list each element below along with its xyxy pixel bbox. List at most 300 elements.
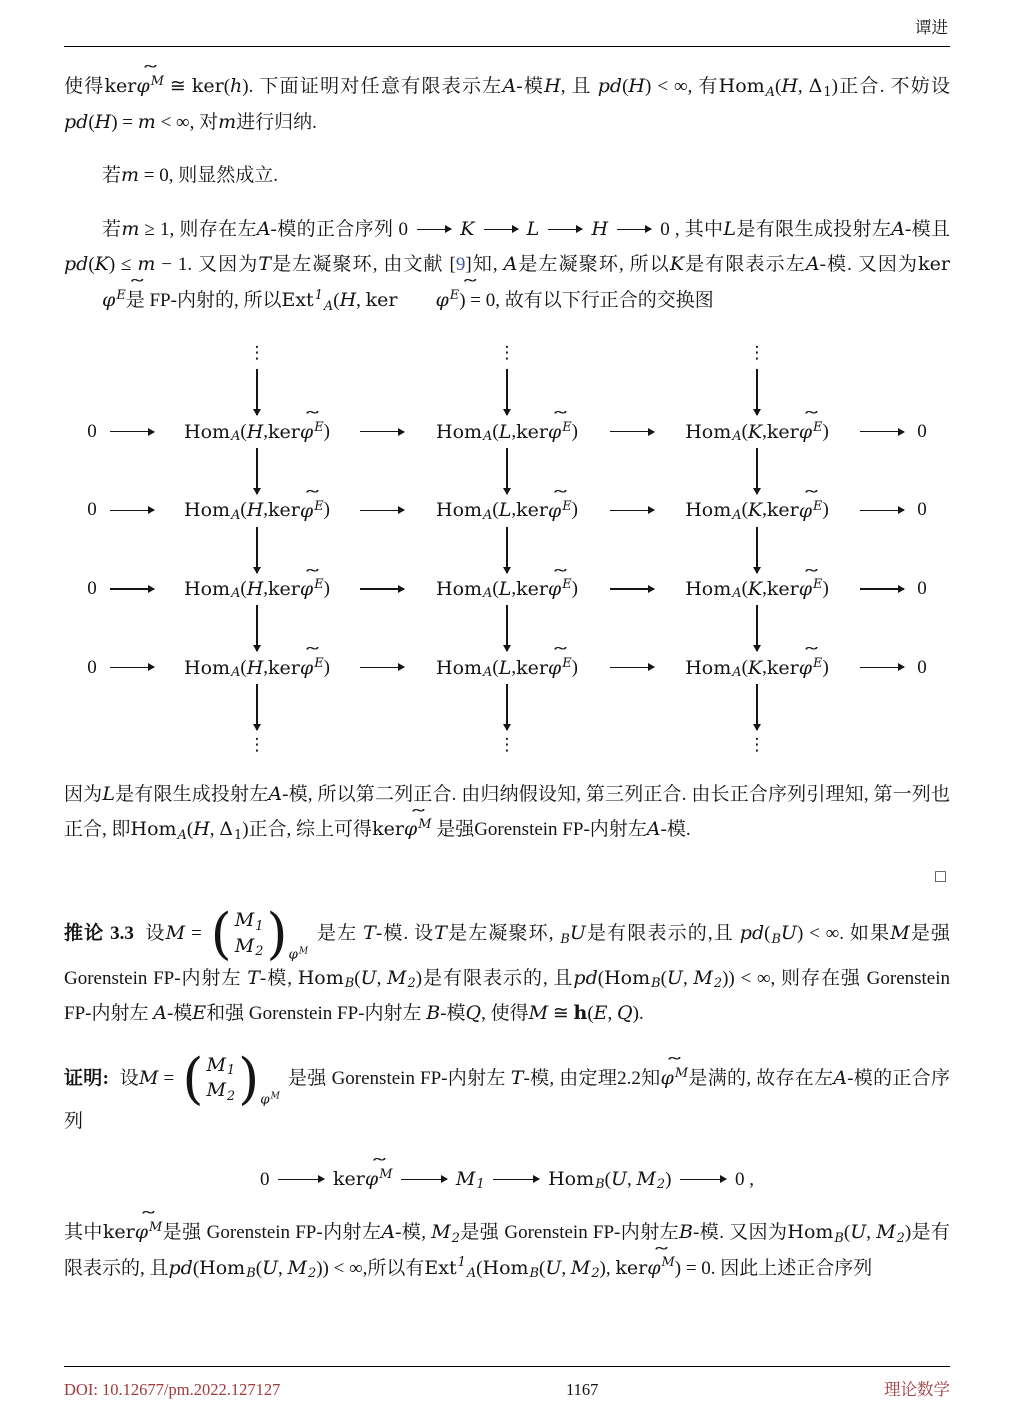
math-inline [731,498,741,523]
subscript: B [246,1266,256,1282]
math-inline: A [833,1066,848,1089]
down-arrow-icon [256,369,257,415]
proof-text-after: 是强 Gorenstein FP-内射左 T-模, 由定理2.2知˜ $\varphi^M$是满的, 故存在左A-模的正合序列 [64,1068,950,1132]
down-arrow-icon [756,684,757,730]
math-inline: K [747,499,763,522]
math-inline: U [360,966,377,989]
math-inline: L [498,577,512,600]
math-inline [245,1257,256,1282]
down-arrow-icon [256,448,257,494]
math-roman: Hom [482,1256,529,1279]
math-inline [230,498,240,523]
tilde-math: ˜ $\varphi^E$ [799,577,823,600]
subscript: A [323,298,334,314]
tilde-math: ˜ $\varphi^E$ [300,656,324,679]
subscript: 1 [234,828,243,844]
right-arrow-icon [360,510,404,511]
subscript: A [483,429,493,445]
subscript: 1 [823,84,832,100]
subscript: A [732,429,742,445]
paragraph-4: 因为L是有限生成投射左A-模, 所以第二列正合. 由归纳假设知, 第三列正合. 由长正合序列引理知, 第一列也正合, 即HomA(H, Δ1)正合, 综上可得ker˜ $\varphi^M$ 是强Gorenstein FP-内射左A-模. [64,777,950,848]
zero-term: 0 [917,577,927,599]
subscript: A [177,828,187,844]
math-roman: Hom [184,499,231,522]
page-content [64,47,950,1286]
hom-term: Hom A ( L , ker ˜ $\varphi^E$ ) [407,498,607,523]
math-roman: ker [365,288,398,311]
math-inline: U [780,922,797,945]
math-inline: A [891,217,905,240]
down-arrow-icon [256,527,257,573]
corollary-3-3 [64,901,951,1032]
hom-term: Hom A ( L , ker ˜ $\varphi^E$ ) [407,577,607,602]
math-inline: M2 [206,1079,236,1105]
superscript: M [298,946,309,957]
subscript: 2 [255,944,264,960]
math-inline [765,75,775,100]
superscript: M [270,1091,280,1102]
paragraph-5: 其中ker˜ $\varphi^M$是强 Gorenstein FP-内射左A-模, M2是强 Gorenstein FP-内射左B-模. 又因为HomB(U, M2)是有限表示的, 且pd(HomB(U, M2)) < ∞,所以有Ext$^1$A(HomB(U, M2), ker˜ $\varphi^M) = 0$. 因此上述正合序列 [64,1215,950,1286]
vertical-dots-icon: ⋮ [498,343,516,364]
subscript: B [651,976,661,992]
superscript: E [813,656,823,672]
subscript: A [732,586,742,602]
math-inline: K [669,253,685,276]
math-roman: Hom [436,420,483,443]
subscript: A [732,664,742,680]
math-inline: M1 [206,1053,236,1079]
hom-term: Hom A ( K , ker ˜ $\varphi^E$ ) [657,419,857,444]
math-inline [482,419,492,444]
diagram-row [64,655,950,680]
right-arrow-icon [110,510,154,511]
math-inline: L [498,656,512,679]
math-inline [482,577,492,602]
math-inline: H [246,577,264,600]
subscript: A [231,429,241,445]
running-head-author: 谭进 [915,18,948,37]
math-inline [482,655,492,680]
math-roman: ker [268,577,300,600]
math-roman: ker [766,577,799,600]
vertical-dots-icon: ⋮ [498,734,516,755]
right-arrow-icon [278,1179,324,1180]
right-arrow-icon [610,588,654,589]
math-roman: Ext [424,1256,457,1279]
math-roman: Hom [184,420,231,443]
subscript: B [771,931,781,947]
math-inline: K [747,577,763,600]
tilde-math: ˜ $\varphi^M$ [136,69,164,104]
math-inline: A [805,253,820,276]
math-inline: m [121,217,140,240]
math-inline: K [747,420,763,443]
math-inline [731,577,741,602]
subscript: A [231,664,241,680]
superscript: E [314,577,324,593]
subscript: B [595,1177,605,1193]
superscript: M [661,1255,675,1271]
math-inline [230,655,240,680]
math-inline: $\varphi^M$ [288,946,309,963]
math-inline [344,967,355,992]
math-inline: M2 [234,934,264,960]
math-inline: A [502,75,517,97]
superscript: E [562,420,572,436]
subscript: 1 [255,918,264,934]
math-roman: Hom [436,499,483,522]
zero-term: 0 [87,499,97,521]
math-inline: M2 [570,1256,600,1282]
hom-term: Hom A ( H , ker ˜ $\varphi^E$ ) [157,419,357,444]
math-roman: Hom [130,818,177,841]
down-arrow-icon [756,527,757,573]
tilde-math: ˜ $\varphi^M$ [135,1215,163,1250]
vertical-dots-icon: ⋮ [748,343,766,364]
superscript: E [562,656,572,672]
paragraph-2: 若m = 0, 则显然成立. [102,164,279,187]
subscript: 2 [407,976,416,992]
math-roman: ker [372,818,404,841]
math-inline: U [262,1256,279,1279]
math-inline [230,419,240,444]
corollary-text-before: 设M = [144,922,208,945]
down-arrow-icon [506,369,507,415]
down-arrow-icon [506,605,507,651]
hom-term: Hom A ( K , ker ˜ $\varphi^E$ ) [657,577,857,602]
math-inline: M [165,922,186,945]
math-roman: Hom [548,1167,595,1190]
math-inline: M1 [455,1167,485,1193]
subscript: 1 [226,1063,236,1079]
diagram-row [64,680,950,734]
superscript: E [116,287,126,303]
math-inline: m [121,164,140,187]
math-inline: H [781,75,798,97]
diagram-row [64,577,950,602]
subscript: B [529,1266,540,1282]
superscript: E [813,420,823,436]
right-arrow-icon [680,1179,726,1180]
tilde-math: ˜ $\varphi^E$ [300,499,324,522]
right-arrow-icon [610,510,654,511]
math-inline: T [258,253,271,276]
subscript: 2 [591,1266,600,1282]
tilde-math: ˜ $\varphi^E$ [548,420,572,443]
math-inline: Q [465,1002,482,1025]
right-arrow-icon [860,431,904,432]
left-paren: ( [182,1046,204,1111]
math-roman: ker [104,75,137,97]
subscript: 2 [656,1177,666,1193]
math-inline: L [526,217,540,240]
math-inline: H [628,75,645,97]
math-roman: Hom [184,577,231,600]
right-arrow-icon [110,431,154,432]
paragraph-3: 若m ≥ 1, 则存在左A-模的正合序列 0 K L H 0 , 其中L是有限生成投射左A-模且pd(K) ≤ m − 1. 又因为T是左凝聚环, 由文献 [9]知, A是左凝聚环, 所以K是有限表示左A-模. 又因为ker˜ $\varphi^E$是 FP-内射的, 所以Ext$^1$A(H, ker ˜ $\varphi^E) = 0$, 故有以下行正合的交换图 [64,212,950,319]
math-roman: Δ1 [808,75,832,100]
down-arrow-icon [506,684,507,730]
subscript: 2 [896,1230,905,1246]
page-number: 1167 [565,1380,599,1399]
math-roman: ker [191,75,224,97]
math-inline: T [363,922,376,945]
journal-name: 理论数学 [883,1380,950,1399]
math-roman: ker [516,420,548,443]
math-inline: A [268,782,283,805]
subscript: B [834,1230,844,1246]
math-inline: U [666,966,683,989]
math-inline: h [230,75,243,97]
math-inline: B [426,1002,441,1025]
tilde-math: ˜ $\varphi^E$ [64,283,126,318]
down-arrow-icon [256,605,257,651]
hom-term: Hom A ( H , ker ˜ $\varphi^E$ ) [157,498,357,523]
hom-term: Hom A ( H , ker ˜ $\varphi^E$ ) [157,655,357,680]
math-roman: Hom [297,966,344,989]
math-roman: Hom [787,1220,834,1243]
math-roman: ker [615,1256,648,1279]
math-roman: ker [918,253,950,276]
math-inline: A [646,818,661,841]
math-inline [177,818,187,844]
math-roman: ker [268,499,300,522]
math-inline: K [747,656,763,679]
matrix-entry-bottom [235,935,264,961]
math-inline: m [137,253,156,276]
math-roman: Hom [685,420,732,443]
math-inline [731,419,741,444]
down-arrow-icon [756,448,757,494]
math-inline: L [498,499,512,522]
right-arrow-icon [360,431,404,432]
zero-term: 0 [917,420,927,442]
math-inline [833,1221,844,1246]
math-inline: H [246,656,264,679]
matrix-subscript [260,1088,280,1113]
subscript: 2 [451,1230,460,1246]
math-inline: M1 [234,909,264,934]
math-roman: ker [333,1167,365,1190]
tilde-math: ˜ $\varphi^M$ [661,1061,689,1096]
left-paren: ( [210,901,232,967]
math-inline: M2 [287,1256,317,1282]
zero-term: 0 [87,420,97,442]
subscript: A [765,84,775,100]
subscript: 1 [476,1177,485,1193]
math-roman: ker [516,577,548,600]
math-inline [457,1255,477,1282]
right-arrow-icon [401,1179,447,1180]
math-roman: Hom [436,577,483,600]
math-inline: $\varphi^M$ [260,1091,280,1108]
math-inline: M2 [431,1220,460,1246]
tilde-math: ˜ $\varphi^E$ [799,420,823,443]
superscript: M [674,1065,689,1081]
math-inline: A [503,253,518,276]
zero-term: 0 [917,499,927,521]
superscript: M [150,73,164,89]
vertical-dots-icon: ⋮ [248,734,266,755]
math-inline: M2 [636,1167,666,1193]
right-arrow-icon [110,667,154,668]
math-inline: m [137,110,156,133]
paragraph-1: 使得ker˜ $\varphi^M$ ≅ ker(h). 下面证明对任意有限表示左A-模H, 且 pd(H) < ∞, 有HomA(H, Δ1)正合. 不妨设 pd(H) = m < ∞, 对m进行归纳. [64,69,950,140]
page-header [64,10,950,46]
down-arrow-icon [756,369,757,415]
math-roman: Hom [436,656,483,679]
tilde-math: ˜ $\varphi^E$ [799,499,823,522]
math-inline: U [545,1256,562,1279]
right-arrow-icon [860,588,904,589]
subscript: A [231,586,241,602]
math-inline [529,1257,540,1282]
math-roman: ker [102,1220,135,1243]
math-inline: L [102,782,115,805]
math-roman: ker [268,420,300,443]
diagram-row [64,498,950,523]
math-inline: A [153,1002,167,1025]
superscript: E [314,498,324,514]
superscript: E [813,498,823,514]
math-inline: M [528,1002,549,1025]
right-arrow-icon [110,588,154,589]
math-inline: E [593,1002,608,1025]
doi-link[interactable]: DOI: 10.12677/pm.2022.127127 [64,1380,281,1399]
math-roman: ker [766,420,799,443]
math-inline: A [381,1220,396,1243]
math-inline: H [246,420,264,443]
math-inline [559,922,570,947]
down-arrow-icon [506,448,507,494]
superscript: 1 [457,1255,466,1271]
tilde-math: ˜ $\varphi^E$ [799,656,823,679]
superscript: E [562,577,572,593]
subscript: 2 [226,1089,236,1105]
vertical-dots-icon: ⋮ [248,343,266,364]
zero-term: 0 [87,656,97,678]
math-roman: Hom [184,656,231,679]
math-inline: K [94,253,109,276]
math-roman: ker [766,499,799,522]
matrix-M [210,901,309,967]
tilde-math: ˜ $\varphi^E$ [300,577,324,600]
hom-term: Hom A ( K , ker ˜ $\varphi^E$ ) [657,498,857,523]
tilde-math: ˜ $\varphi^E$ [397,283,459,318]
right-arrow-icon [493,1179,539,1180]
right-arrow-icon [360,667,404,668]
down-arrow-icon [506,527,507,573]
proof-text-before: 设M = [119,1066,180,1089]
corollary-label: 推论 3.3 [64,923,134,945]
math-inline: T [247,966,260,989]
math-roman: ker [516,656,548,679]
math-inline: U [610,1167,627,1190]
tilde-math: ˜ $\varphi^E$ [548,577,572,600]
math-inline: L [498,420,512,443]
hom-term: Hom A ( H , ker ˜ $\varphi^E$ ) [157,577,357,602]
math-inline [314,287,334,314]
down-arrow-icon [756,605,757,651]
page-footer [64,1366,950,1400]
math-inline: L [723,217,737,240]
matrix-column [203,1054,238,1106]
math-roman: ker [268,656,300,679]
math-inline: H [193,818,210,841]
commutative-diagram [64,342,950,756]
tilde-math: ˜ $\varphi^M$ [365,1162,393,1196]
diagram-row [64,342,950,365]
math-roman: Hom [604,966,651,989]
superscript: E [314,656,324,672]
tilde-math: ˜ $\varphi^E$ [300,420,324,443]
corollary-text-after: 是左 T-模. 设T是左凝聚环, BU是有限表示的,且 pd(BU) < ∞. 如果M是强 Gorenstein FP-内射左 T-模, HomB(U, M2)是有限表示的, 且pd(HomB(U, M2)) < ∞, 则存在强 Gorenstein FP-内射左 A-模E和强 Gorenstein FP-内射左 B-模Q, 使得M ≅ h(E, Q). [64,922,951,1025]
math-inline: B [679,1220,694,1243]
subscript: A [231,507,241,523]
subscript: 2 [713,976,723,992]
math-inline: K [460,217,475,240]
superscript: M [149,1219,163,1235]
right-arrow-icon [484,229,518,230]
matrix-entry-top [235,909,264,935]
proof-label: 证明: [64,1067,109,1089]
math-inline: M2 [387,966,416,992]
math-roman: Ext [281,288,314,311]
math-inline [482,498,492,523]
diagram-row [64,419,950,444]
matrix-entry-bottom [206,1079,235,1105]
right-arrow-icon [860,667,904,668]
tilde-math: ˜ $\varphi^M$ [404,812,432,847]
citation-ref[interactable]: 9 [455,254,466,276]
math-roman: Δ1 [219,818,243,844]
zero-term: 0 [917,656,927,678]
math-inline: A [256,217,271,240]
proof-paragraph [64,1046,951,1140]
superscript: E [449,287,460,303]
right-arrow-icon [548,229,582,230]
math-inline: E [192,1002,207,1025]
math-roman: Hom [199,1256,246,1279]
subscript: A [483,586,493,602]
math-roman: ker [766,656,799,679]
superscript: E [813,577,823,593]
math-inline: H [544,75,561,97]
subscript: A [466,1266,477,1282]
matrix-column [232,909,267,961]
hom-term: Hom A ( L , ker ˜ $\varphi^E$ ) [407,655,607,680]
math-roman: Hom [685,499,732,522]
math-inline: U [850,1220,867,1243]
right-paren: ) [266,901,288,967]
qed-symbol: □ [935,866,946,887]
math-inline: H [339,288,357,311]
superscript: E [314,420,324,436]
math-inline: pd [168,1256,193,1279]
down-arrow-icon [256,684,257,730]
math-roman: Hom [685,577,732,600]
math-inline: M2 [693,966,723,992]
subscript: A [732,507,742,523]
hom-term: Hom A ( L , ker ˜ $\varphi^E$ ) [407,419,607,444]
displayed-equation: 0 ker˜ $\varphi^M$ M1 HomB(U, M2) 0 , [64,1162,950,1197]
subscript: A [483,507,493,523]
math-inline: H [246,499,264,522]
math-roman: ker [516,499,548,522]
hom-term: Hom A ( K , ker ˜ $\varphi^E$ ) [657,655,857,680]
diagram-row [64,734,950,757]
math-roman: Hom [718,75,765,97]
